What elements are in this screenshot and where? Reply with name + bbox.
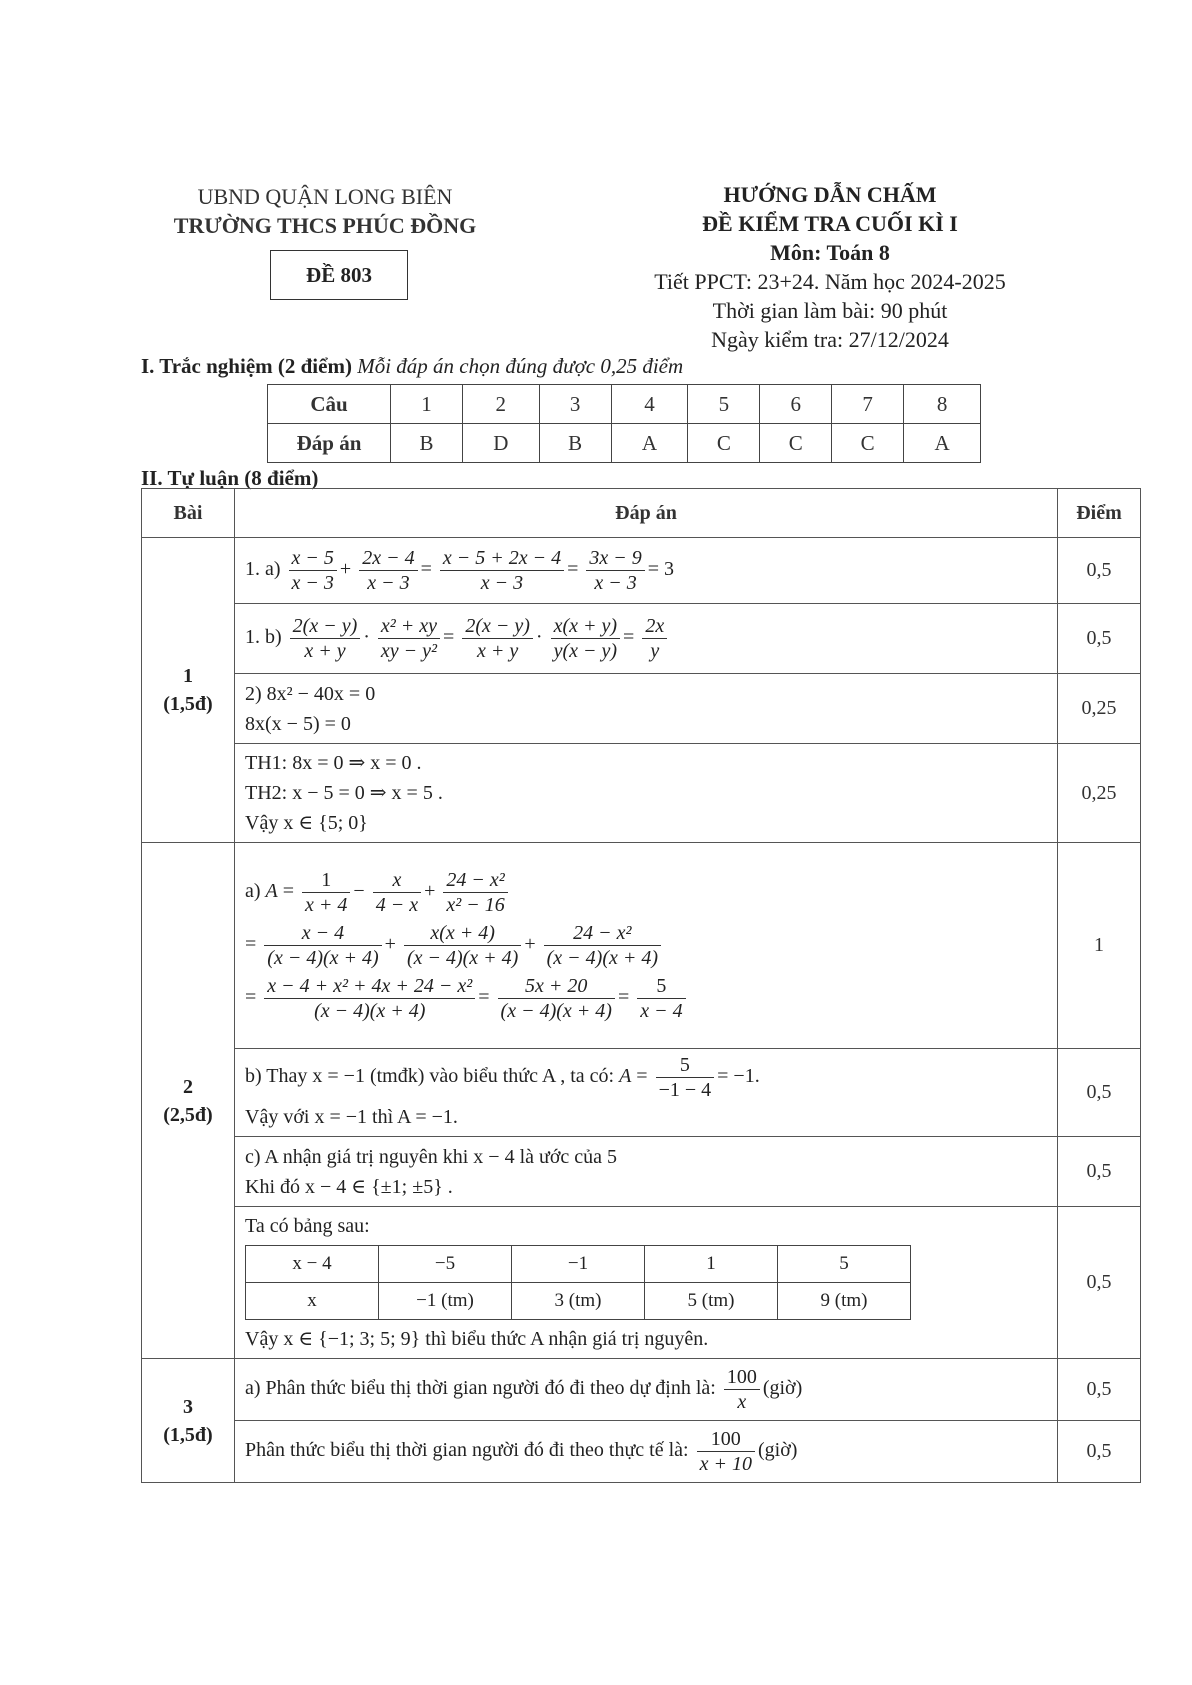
col-diem: Điểm [1058, 489, 1141, 538]
bai-number: 3 [183, 1395, 193, 1418]
fraction: $\frac{5}{-1 - 4}$ [656, 1053, 715, 1102]
fraction: $\frac{x - 5 + 2x - 4}{x - 3}$ [440, 546, 564, 595]
score-cell: 0,5 [1058, 1421, 1141, 1483]
exam-code-box: ĐỀ 803 [270, 250, 408, 300]
bai-points: (2,5đ) [163, 1103, 213, 1126]
formula-1b: 1. b) $\frac{2(x - y)}{x + y}$ · $\frac{\text{x² + xy}}{\text{xy − y²}}$ = $\frac{2(x - y)}{x + y}$ · $\frac{x(x + y)}{y(x - y)}$ = $\frac{2x}{y}$ [245, 614, 1047, 663]
values-cell: −5 [379, 1246, 512, 1283]
unit: (giờ) [757, 1439, 798, 1462]
section1-title: I. Trắc nghiệm (2 điểm) [141, 354, 352, 378]
answer-2b [235, 1049, 1058, 1137]
fraction: $\frac{1}{x + 4}$ [302, 868, 350, 917]
values-cell: 9 (tm) [778, 1283, 911, 1320]
label-1a: 1. a) [245, 558, 281, 581]
answer-1-2 [235, 674, 1058, 744]
answer-1a [235, 538, 1058, 604]
exam-date: Ngày kiểm tra: 27/12/2024 [711, 327, 949, 352]
essay-table [141, 488, 1141, 1483]
mc-answer: B [391, 424, 463, 463]
fraction: $\frac{2x}{y}$ [642, 614, 667, 663]
table-row [142, 744, 1141, 843]
score-cell: 0,5 [1058, 1359, 1141, 1421]
formula-2a-line3: = $\frac{\text{x − 4 + x² + 4x + 24 − x²}}{(x - 4)(x + 4)}$ = $\frac{5x + 20}{(x - 4)(x + 4)}$ = $\frac{5}{x - 4}$ [245, 974, 1047, 1023]
mc-question: 5 [688, 385, 760, 424]
table-row [142, 1137, 1141, 1207]
text-3b: Phân thức biểu thị thời gian người đó đi theo thực tế là: [245, 1439, 689, 1462]
fraction: $\frac{x(x + y)}{y(x - y)}$ [551, 614, 620, 663]
score-cell: 0,5 [1058, 1049, 1141, 1137]
table-row [142, 1207, 1141, 1359]
fraction: $\frac{100}{x}$ [724, 1365, 760, 1414]
formula-2a-line1: a) A = $\frac{1}{x + 4}$ − $\frac{x}{4 - x}$ + $\frac{\text{24 − x²}}{\text{x² − 16}}$ [245, 868, 1047, 917]
case-line: TH2: x − 5 = 0 ⇒ x = 5 . [245, 782, 443, 804]
mc-question: 7 [832, 385, 904, 424]
conclusion-line: Vậy x ∈ {−1; 3; 5; 9} thì biểu thức A nhận giá trị nguyên. [245, 1328, 709, 1350]
doc-title: HƯỚNG DẪN CHẤM [723, 182, 937, 207]
table-row [142, 604, 1141, 674]
mc-question: 4 [611, 385, 688, 424]
conclusion-line: Vậy x ∈ {5; 0} [245, 812, 368, 834]
formula-2b: b) Thay x = −1 (tmđk) vào biểu thức A , ta có: A = $\frac{5}{-1 - 4}$ = −1. [245, 1054, 760, 1101]
mc-answer: A [611, 424, 688, 463]
fraction: $\frac{2(x - y)}{x + y}$ [290, 614, 361, 663]
score-cell: 0,5 [1058, 604, 1141, 674]
values-row [246, 1283, 911, 1320]
table-row [142, 674, 1141, 744]
doc-subtitle: ĐỀ KIỂM TRA CUỐI KÌ I [702, 211, 958, 236]
mc-answer: C [688, 424, 760, 463]
bai1-cell [142, 538, 235, 843]
score-cell: 0,5 [1058, 1207, 1141, 1359]
text-2b: b) Thay x = −1 (tmđk) vào biểu thức A , ta có: [245, 1065, 615, 1088]
bai2-cell [142, 843, 235, 1359]
table-row [142, 1421, 1141, 1483]
fraction: $\frac{x - 5}{x - 3}$ [289, 546, 337, 595]
text-line: c) A nhận giá trị nguyên khi x − 4 là ước của 5 [245, 1145, 618, 1168]
answer-2a [235, 843, 1058, 1049]
formula-3b [245, 1427, 1047, 1476]
bai-points: (1,5đ) [163, 693, 213, 715]
fraction: $\frac{x(x + 4)}{(x - 4)(x + 4)}$ [404, 921, 521, 970]
score-cell: 1 [1058, 843, 1141, 1049]
score-cell: 0,5 [1058, 1137, 1141, 1207]
fraction: $\frac{5}{x - 4}$ [637, 974, 685, 1023]
bai-points: (1,5đ) [163, 1423, 213, 1446]
score-cell: 0,25 [1058, 674, 1141, 744]
fraction: $\frac{5x + 20}{(x - 4)(x + 4)}$ [498, 974, 615, 1023]
fraction: $\frac{\text{24 − x²}}{\text{x² − 16}}$ [443, 868, 507, 917]
table-row [142, 538, 1141, 604]
table-row [142, 1049, 1141, 1137]
answer-2c [235, 1137, 1058, 1207]
answer-1-cases [235, 744, 1058, 843]
district-name: UBND QUẬN LONG BIÊN [197, 184, 453, 209]
case-line: TH1: 8x = 0 ⇒ x = 0 . [245, 752, 422, 774]
score-cell: 0,5 [1058, 538, 1141, 604]
mc-answer: C [760, 424, 832, 463]
mc-answer: B [539, 424, 611, 463]
text-line: Ta có bảng sau: [245, 1215, 370, 1237]
text-3a: a) Phân thức biểu thị thời gian người đó đi theo dự định là: [245, 1377, 716, 1400]
header-left [140, 182, 510, 240]
values-cell: 5 (tm) [645, 1283, 778, 1320]
section1-heading [141, 354, 683, 379]
table-row [142, 1359, 1141, 1421]
multiple-choice-table [267, 384, 981, 463]
values-row [246, 1246, 911, 1283]
bai-number: 1 [183, 665, 193, 687]
formula-3a [245, 1365, 1047, 1414]
bai3-cell [142, 1359, 235, 1483]
label-2a: a) [245, 880, 261, 903]
formula-2a-line2: = $\frac{x - 4}{(x - 4)(x + 4)}$ + $\frac{x(x + 4)}{(x - 4)(x + 4)}$ + $\frac{\text{24 − x²}}{(x - 4)(x + 4)}$ [245, 921, 1047, 970]
section2-title: II. Tự luận (8 điểm) [141, 466, 319, 490]
label-1b: 1. b) [245, 626, 282, 649]
unit: (giờ) [762, 1377, 803, 1400]
ppct: Tiết PPCT: 23+24. Năm học 2024-2025 [654, 269, 1006, 294]
fraction: $\frac{\text{x² + xy}}{\text{xy − y²}}$ [378, 614, 440, 663]
values-cell: 5 [778, 1246, 911, 1283]
subject: Môn: Toán 8 [770, 240, 890, 265]
duration: Thời gian làm bài: 90 phút [712, 298, 948, 323]
fraction: $\frac{100}{x + 10}$ [697, 1427, 755, 1476]
table-row [142, 843, 1141, 1049]
fraction: $\frac{3x - 9}{x - 3}$ [586, 546, 644, 595]
fraction: $\frac{\text{24 − x²}}{(x - 4)(x + 4)}$ [544, 921, 661, 970]
mc-question: 8 [904, 385, 981, 424]
mc-question: 3 [539, 385, 611, 424]
conclusion-line: Vậy với x = −1 thì A = −1. [245, 1106, 458, 1128]
equation-line: 2) 8x² − 40x = 0 [245, 682, 376, 705]
school-name: TRƯỜNG THCS PHÚC ĐỒNG [173, 213, 477, 238]
fraction: $\frac{\text{x − 4 + x² + 4x + 24 − x²}}{(x - 4)(x + 4)}$ [264, 974, 475, 1023]
fraction: $\frac{2(x - y)}{x + y}$ [462, 614, 533, 663]
fraction: $\frac{2x - 4}{x - 3}$ [359, 546, 417, 595]
mc-row-label: Đáp án [268, 424, 391, 463]
bai-number: 2 [183, 1075, 193, 1098]
mc-answer: A [904, 424, 981, 463]
mc-question: 6 [760, 385, 832, 424]
answer-1b [235, 604, 1058, 674]
essay-header-row [142, 489, 1141, 538]
mc-answer: D [462, 424, 539, 463]
mc-answer: C [832, 424, 904, 463]
fraction: $\frac{x}{4 - x}$ [373, 868, 421, 917]
mc-row-label: Câu [268, 385, 391, 424]
answer-3b [235, 1421, 1058, 1483]
mc-answer-row [268, 424, 981, 463]
header-right [590, 180, 1070, 354]
values-cell: x [246, 1283, 379, 1320]
col-bai: Bài [142, 489, 235, 538]
values-cell: x − 4 [246, 1246, 379, 1283]
equation-line: 8x(x − 5) = 0 [245, 712, 351, 735]
values-cell: 1 [645, 1246, 778, 1283]
values-cell: 3 (tm) [512, 1283, 645, 1320]
answer-2c-table [235, 1207, 1058, 1359]
section1-note: Mỗi đáp án chọn đúng được 0,25 điểm [357, 354, 684, 378]
text-line: Khi đó x − 4 ∈ {±1; ±5} . [245, 1175, 453, 1198]
mc-question-row [268, 385, 981, 424]
answer-3a [235, 1359, 1058, 1421]
values-cell: −1 (tm) [379, 1283, 512, 1320]
mc-question: 2 [462, 385, 539, 424]
score-cell: 0,25 [1058, 744, 1141, 843]
formula-1a: 1. a) $\frac{x - 5}{x - 3}$ + $\frac{2x - 4}{x - 3}$ = $\frac{x - 5 + 2x - 4}{x - 3}$ = $\frac{3x - 9}{x - 3}$ = 3 [245, 547, 675, 594]
values-table [245, 1245, 911, 1320]
fraction: $\frac{x - 4}{(x - 4)(x + 4)}$ [264, 921, 381, 970]
col-dapan: Đáp án [235, 489, 1058, 538]
values-cell: −1 [512, 1246, 645, 1283]
mc-question: 1 [391, 385, 463, 424]
